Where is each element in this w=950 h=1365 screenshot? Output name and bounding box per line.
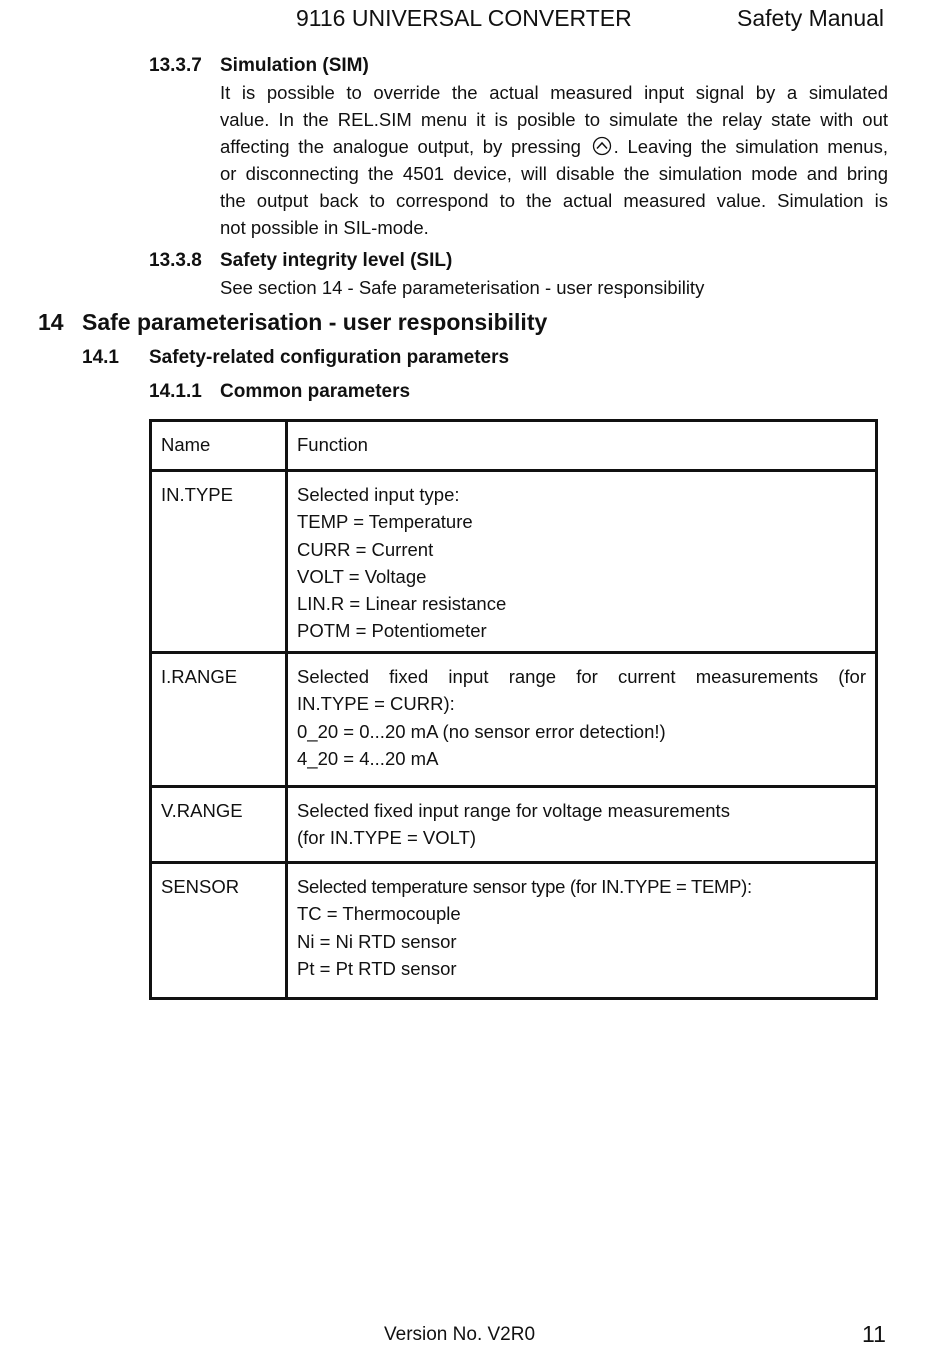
section-number-14: 14 bbox=[38, 309, 64, 335]
function-line: POTM = Potentiometer bbox=[297, 620, 487, 642]
function-line: (for IN.TYPE = VOLT) bbox=[297, 827, 477, 849]
param-function bbox=[287, 653, 877, 787]
paragraph-line: value. In the REL.SIM menu it is posible to simulate the relay state with out bbox=[220, 109, 888, 130]
sil-reference-text: See section 14 - Safe parameterisation - user responsibility bbox=[220, 277, 705, 298]
function-line: TC = Thermocouple bbox=[297, 903, 461, 925]
section-title-common-parameters: Common parameters bbox=[220, 381, 411, 402]
param-name: SENSOR bbox=[151, 863, 287, 999]
function-line: 4_20 = 4...20 mA bbox=[297, 747, 439, 769]
section-title-safety-related-parameters: Safety-related configuration parameters bbox=[149, 347, 510, 368]
param-function bbox=[287, 787, 877, 863]
table-header-name: Name bbox=[151, 421, 287, 471]
function-line: LIN.R = Linear resistance bbox=[297, 593, 507, 615]
section-number-14-1-1: 14.1.1 bbox=[149, 381, 202, 402]
table-header-function: Function bbox=[287, 421, 877, 471]
function-line: CURR = Current bbox=[297, 538, 434, 560]
paragraph-fragment: . Leaving the simulation menus, bbox=[613, 136, 888, 157]
footer-version: Version No. V2R0 bbox=[384, 1324, 536, 1345]
section-title-sil: Safety integrity level (SIL) bbox=[220, 250, 453, 271]
function-line: VOLT = Voltage bbox=[297, 565, 427, 587]
page-number: 11 bbox=[862, 1321, 886, 1347]
table-header-row bbox=[151, 421, 877, 471]
section-title-safe-parameterisation: Safe parameterisation - user responsibility bbox=[82, 309, 548, 335]
function-line: Selected temperature sensor type (for IN.TYPE = TEMP): bbox=[297, 876, 752, 897]
function-line: Selected input type: bbox=[297, 484, 460, 505]
table-row bbox=[151, 653, 877, 787]
simulation-paragraph bbox=[220, 79, 888, 241]
up-arrow-key-icon bbox=[592, 136, 612, 156]
header-doc-type: Safety Manual bbox=[737, 5, 885, 31]
param-name: IN.TYPE bbox=[151, 471, 287, 653]
function-line: Selected fixed input range for current measurements (for bbox=[297, 666, 866, 687]
function-line: Ni = Ni RTD sensor bbox=[297, 930, 457, 952]
section-number-13-3-7: 13.3.7 bbox=[149, 55, 202, 76]
table-row bbox=[151, 787, 877, 863]
param-function bbox=[287, 471, 877, 653]
function-line: TEMP = Temperature bbox=[297, 511, 473, 533]
section-title-simulation: Simulation (SIM) bbox=[220, 55, 369, 76]
section-number-13-3-8: 13.3.8 bbox=[149, 250, 202, 271]
function-line: 0_20 = 0...20 mA (no sensor error detection!) bbox=[297, 720, 666, 742]
paragraph-line: the output back to correspond to the actual measured value. Simulation is bbox=[220, 190, 888, 211]
param-function bbox=[287, 863, 877, 999]
paragraph-line: or disconnecting the 4501 device, will disable the simulation mode and bring bbox=[220, 163, 888, 184]
header-title: 9116 UNIVERSAL CONVERTER bbox=[296, 5, 632, 31]
paragraph-line-with-key bbox=[220, 133, 888, 160]
table-row bbox=[151, 471, 877, 653]
paragraph-fragment: affecting the analogue output, by pressing bbox=[220, 136, 581, 157]
section-number-14-1: 14.1 bbox=[82, 347, 119, 368]
parameters-table bbox=[149, 419, 878, 1000]
function-line: Selected fixed input range for voltage measurements bbox=[297, 800, 730, 821]
paragraph-line: not possible in SIL-mode. bbox=[220, 217, 429, 238]
function-line: Pt = Pt RTD sensor bbox=[297, 957, 457, 979]
table-row bbox=[151, 863, 877, 999]
param-name: I.RANGE bbox=[151, 653, 287, 787]
param-name: V.RANGE bbox=[151, 787, 287, 863]
function-line: IN.TYPE = CURR): bbox=[297, 693, 455, 715]
paragraph-line: It is possible to override the actual measured input signal by a simulated bbox=[220, 82, 888, 103]
